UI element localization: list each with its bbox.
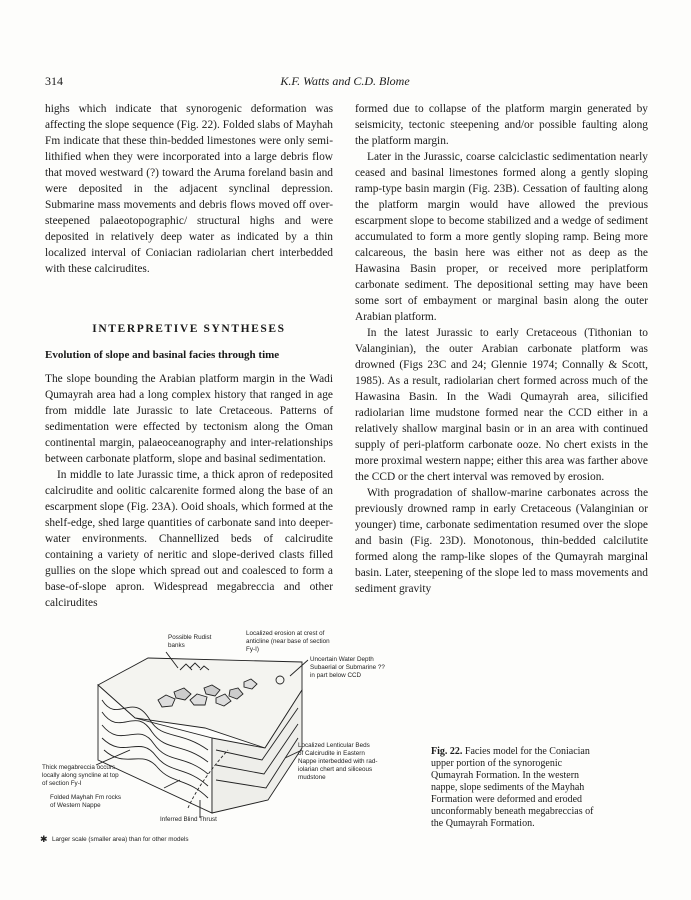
label-megabreccia: Thick megabreccia occurs locally along syncline at top of section Fy-I	[42, 764, 119, 787]
caption-text: Facies model for the Coniacian upper portion of the synorogenic Qumayrah Formation. In the western nappe, slope sediments of the Mayhah Formation were deformed and eroded unconformably beneath megabreccias of the Qumayrah Formation.	[431, 746, 594, 829]
section-heading: INTERPRETIVE SYNTHESES	[92, 323, 286, 335]
running-authors: K.F. Watts and C.D. Blome	[280, 74, 410, 88]
left-column-body	[45, 371, 333, 611]
label-folded-mayhah: Folded Mayhah Fm rocks of Western Nappe	[50, 794, 122, 809]
paragraph: Later in the Jurassic, coarse calciclastic sedimentation nearly ceased and basinal limestones formed along a gently sloping ramp-type basin margin (Fig. 23B). Cessation of faulting along the platform margin would have allowed the previous escarpment slope to become stabilized and a wedge of sediment accumulated to form a more gently sloping ramp. Being more calcareous, the basin here was either not as deep as the Hawasina Basin proper, or received more periplatform carbonate sediment. The depositional setting may have been some sort of embayment or marginal basin along the outer Arabian platform.	[355, 151, 648, 323]
label-scale-note: Larger scale (smaller area) than for other models	[52, 836, 189, 843]
right-column	[355, 101, 648, 597]
caption-label: Fig. 22.	[431, 746, 463, 757]
page-number: 314	[45, 74, 63, 88]
left-column-top	[45, 101, 333, 277]
paragraph: In middle to late Jurassic time, a thick apron of redeposited calcirudite and oolitic calcarenite formed along the base of an escarpment slope (Fig. 23A). Ooid shoals, which formed at the shelf-edge, shed large quantities of carbonate sand into deeper-water environments. Channellized beds of calcirudite containing a variety of neritic and slope-derived clasts filled gullies on the slope which spread out and coalesced to form a base-of-slope apron. Widespread megabreccia and other calcirudites	[45, 469, 333, 609]
figure-caption	[431, 746, 606, 830]
paragraph: With progradation of shallow-marine carbonates across the previously drowned ramp in early Cretaceous (Valanginian or younger) time, carbonate sedimentation resumed over the slope and basin (Fig. 23D). Monotonous, thin-bedded calcilutite formed along the ramp-like slopes of the Qumayrah marginal basin. Later, steepening of the slope led to mass movements and sediment gravity	[355, 487, 648, 595]
label-water-depth: Uncertain Water Depth Subaerial or Submarine ?? in part below CCD	[310, 656, 385, 679]
label-rudist-banks: Possible Rudist banks	[168, 634, 212, 649]
page-header	[45, 74, 645, 90]
scale-star-icon: ✱	[40, 834, 48, 844]
label-blind-thrust: Inferred Blind Thrust	[160, 816, 217, 823]
facies-model-figure	[40, 630, 420, 846]
label-lenticular-beds: Localized Lenticular Beds of Calcirudite in Eastern Nappe interbedded with rad- iolarian chert and siliceous mudstone	[298, 742, 378, 781]
paragraph: highs which indicate that synorogenic deformation was affecting the slope sequence (Fig. 22). Folded slabs of Mayhah Fm indicate that these thin-bedded limestones were only semi-lithified when they were incorporated into a large debris flow that moved westward (?) toward the Aruma foreland basin and were deposited in the adjacent synclinal depression. Submarine mass movements and debris flows moved off over-steepened palaeotopographic/ structural highs and were deposited in relatively deep water as indicated by a thin localized interval of Coniacian radiolarian chert interbedded with these calcirudites.	[45, 103, 333, 275]
paragraph: In the latest Jurassic to early Cretaceous (Tithonian to Valanginian), the outer Arabian carbonate platform was drowned (Figs 23C and 24; Glennie 1974; Connally & Scott, 1985). As a result, radiolarian chert formed across much of the Hawasina Basin. In the Wadi Qumayrah area, silicified radiolarian lime mudstone formed near the CCD either in a relatively shallow marginal basin or in an area with continued supply of peri-platform carbonate ooze. No chert exists in the more proximal western nappe; either this area was farther above the CCD or the chert interval was removed by erosion.	[355, 327, 648, 483]
paragraph: formed due to collapse of the platform margin generated by seismicity, tectonic steepening and/or possible faulting along the platform margin.	[355, 103, 648, 147]
label-localized-erosion: Localized erosion at crest of anticline (near base of section Fy-I)	[246, 630, 330, 653]
paragraph: The slope bounding the Arabian platform margin in the Wadi Qumayrah area had a long complex history that ranged in age from middle late Jurassic to late Cretaceous. Patterns of sedimentation were effected by tectonism along the Oman continental margin, palaeoceanography and inter-relationships between carbonate platform, slope and basinal sedimentation.	[45, 373, 333, 465]
subsection-heading: Evolution of slope and basinal facies through time	[45, 349, 280, 361]
